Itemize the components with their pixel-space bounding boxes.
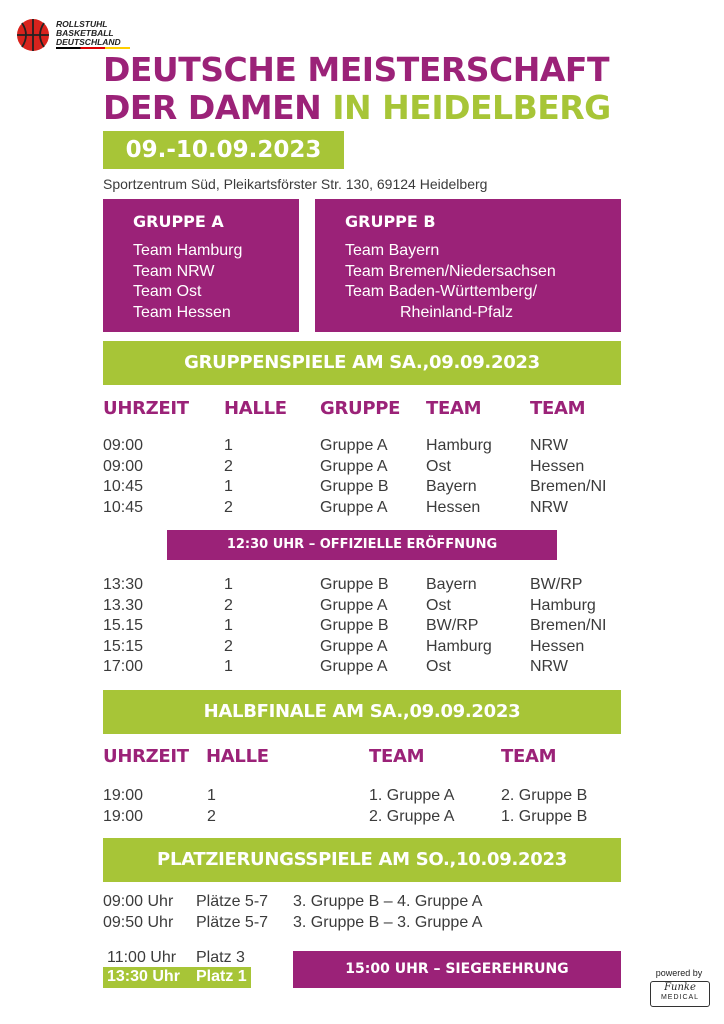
placement-banner: PLATZIERUNGSSPIELE AM SO.,10.09.2023 xyxy=(103,838,621,882)
cell-team: Hamburg xyxy=(426,637,492,655)
cell-hall: 2 xyxy=(224,637,233,655)
cell-group: Gruppe B xyxy=(320,478,389,495)
ceremony-banner: 15:00 UHR – SIEGEREHRUNG xyxy=(293,951,621,988)
cell-team: Hessen xyxy=(426,498,481,516)
cell-hall: 2 xyxy=(224,457,233,475)
cell-time: 15.15 xyxy=(103,617,144,634)
semifinal-banner: HALBFINALE AM SA.,09.09.2023 xyxy=(103,690,621,734)
cell-group: Gruppe A xyxy=(320,437,388,454)
cell-team: NRW xyxy=(530,437,568,454)
final-place: Platz 3 xyxy=(196,949,245,966)
col-header-team: TEAM xyxy=(426,398,482,419)
cell-group: Gruppe A xyxy=(320,637,388,655)
cell-time: 09:00 xyxy=(103,437,144,454)
semi-header-team: TEAM xyxy=(501,746,557,767)
cell-team: Bremen/NI xyxy=(530,478,607,495)
cell-team: Hamburg xyxy=(530,596,596,614)
group-b-team: Team Bremen/Niedersachsen xyxy=(345,262,556,280)
cell-team: BW/RP xyxy=(530,576,583,593)
group-a-box xyxy=(103,199,299,332)
group-b-team: Team Bayern xyxy=(345,242,440,259)
cell-places: Plätze 5-7 xyxy=(196,913,269,931)
logo-line-3: DEUTSCHLAND xyxy=(56,37,121,47)
cell-time: 19:00 xyxy=(103,807,144,825)
col-header-group: GRUPPE xyxy=(320,398,401,419)
group-a-team: Team Hessen xyxy=(133,303,231,321)
cell-pairing: 3. Gruppe B – 3. Gruppe A xyxy=(293,913,483,931)
cell-hall: 1 xyxy=(224,478,233,495)
opening-banner: 12:30 UHR – OFFIZIELLE ERÖFFNUNG xyxy=(167,530,557,560)
logo-line-2: BASKETBALL xyxy=(56,28,114,38)
cell-team: Bayern xyxy=(426,478,477,495)
cell-team: 2. Gruppe B xyxy=(501,787,588,804)
event-date: 09.-10.09.2023 xyxy=(125,137,322,163)
cell-time: 19:00 xyxy=(103,787,144,804)
cell-time: 15:15 xyxy=(103,637,144,655)
cell-time: 09:00 Uhr xyxy=(103,893,174,910)
date-box xyxy=(103,131,344,169)
cell-hall: 1 xyxy=(224,617,233,634)
powered-by-label: powered by xyxy=(655,968,703,978)
group-a-team: Team Hamburg xyxy=(133,242,243,259)
title-in-heidelberg: IN HEIDELBERG xyxy=(332,88,611,127)
cell-team: NRW xyxy=(530,658,568,675)
page-title-line-2 xyxy=(103,88,611,128)
cell-group: Gruppe B xyxy=(320,617,389,634)
final-place: Platz 1 xyxy=(196,968,247,985)
cell-team: Bayern xyxy=(426,576,477,593)
sponsor-logo xyxy=(650,981,710,1007)
logo xyxy=(16,18,136,52)
final-time: 11:00 Uhr xyxy=(107,949,177,966)
cell-group: Gruppe B xyxy=(320,576,389,593)
cell-time: 13.30 xyxy=(103,596,144,614)
cell-team: BW/RP xyxy=(426,617,479,634)
group-b-box xyxy=(315,199,621,332)
cell-time: 10:45 xyxy=(103,478,144,495)
final-time: 13:30 Uhr xyxy=(107,968,180,985)
sponsor-name: Funke xyxy=(664,982,696,993)
title-der-damen: DER DAMEN xyxy=(103,88,322,127)
group-a-team: Team Ost xyxy=(133,283,202,300)
cell-group: Gruppe A xyxy=(320,596,388,614)
cell-team: Bremen/NI xyxy=(530,617,607,634)
semi-header-time: UHRZEIT xyxy=(103,746,189,767)
cell-hall: 2 xyxy=(207,807,216,825)
page-title-line-1: DEUTSCHE MEISTERSCHAFT xyxy=(103,50,609,89)
cell-time: 09:00 xyxy=(103,457,144,475)
logo-line-1: ROLLSTUHL xyxy=(56,19,108,29)
cell-hall: 1 xyxy=(207,787,216,804)
semi-header-hall: HALLE xyxy=(206,746,269,767)
flag-stripe xyxy=(56,47,130,49)
cell-time: 17:00 xyxy=(103,658,144,675)
cell-time: 13:30 xyxy=(103,576,144,593)
cell-time: 09:50 Uhr xyxy=(103,913,174,931)
semi-header-team: TEAM xyxy=(369,746,425,767)
cell-team: Ost xyxy=(426,457,451,475)
venue-address: Sportzentrum Süd, Pleikartsförster Str. 130, 69124 Heidelberg xyxy=(103,176,488,192)
group-b-team: Team Baden-Württemberg/ xyxy=(345,283,538,300)
cell-team: Ost xyxy=(426,658,451,675)
group-b-team: Rheinland-Pfalz xyxy=(400,303,513,321)
cell-team: NRW xyxy=(530,498,568,516)
cell-group: Gruppe A xyxy=(320,457,388,475)
group-games-banner: GRUPPENSPIELE AM SA.,09.09.2023 xyxy=(103,341,621,385)
cell-places: Plätze 5-7 xyxy=(196,893,269,910)
cell-group: Gruppe A xyxy=(320,658,388,675)
cell-hall: 2 xyxy=(224,498,233,516)
cell-team: Hamburg xyxy=(426,437,492,454)
group-a-team: Team NRW xyxy=(133,262,215,280)
cell-hall: 1 xyxy=(224,576,233,593)
sponsor-sub: MEDICAL xyxy=(660,994,700,1001)
group-a-title: GRUPPE A xyxy=(133,212,224,231)
cell-team: 1. Gruppe B xyxy=(501,807,588,825)
cell-group: Gruppe A xyxy=(320,498,388,516)
group-b-title: GRUPPE B xyxy=(345,212,436,231)
cell-hall: 2 xyxy=(224,596,233,614)
cell-team: 1. Gruppe A xyxy=(369,787,455,804)
cell-time: 10:45 xyxy=(103,498,144,516)
cell-team: Hessen xyxy=(530,637,585,655)
cell-team: Hessen xyxy=(530,457,585,475)
col-header-hall: HALLE xyxy=(224,398,287,419)
cell-team: 2. Gruppe A xyxy=(369,807,455,825)
basketball-icon xyxy=(16,18,50,52)
col-header-team: TEAM xyxy=(530,398,586,419)
cell-pairing: 3. Gruppe B – 4. Gruppe A xyxy=(293,893,483,910)
cell-team: Ost xyxy=(426,596,451,614)
cell-hall: 1 xyxy=(224,658,233,675)
cell-hall: 1 xyxy=(224,437,233,454)
col-header-time: UHRZEIT xyxy=(103,398,189,419)
